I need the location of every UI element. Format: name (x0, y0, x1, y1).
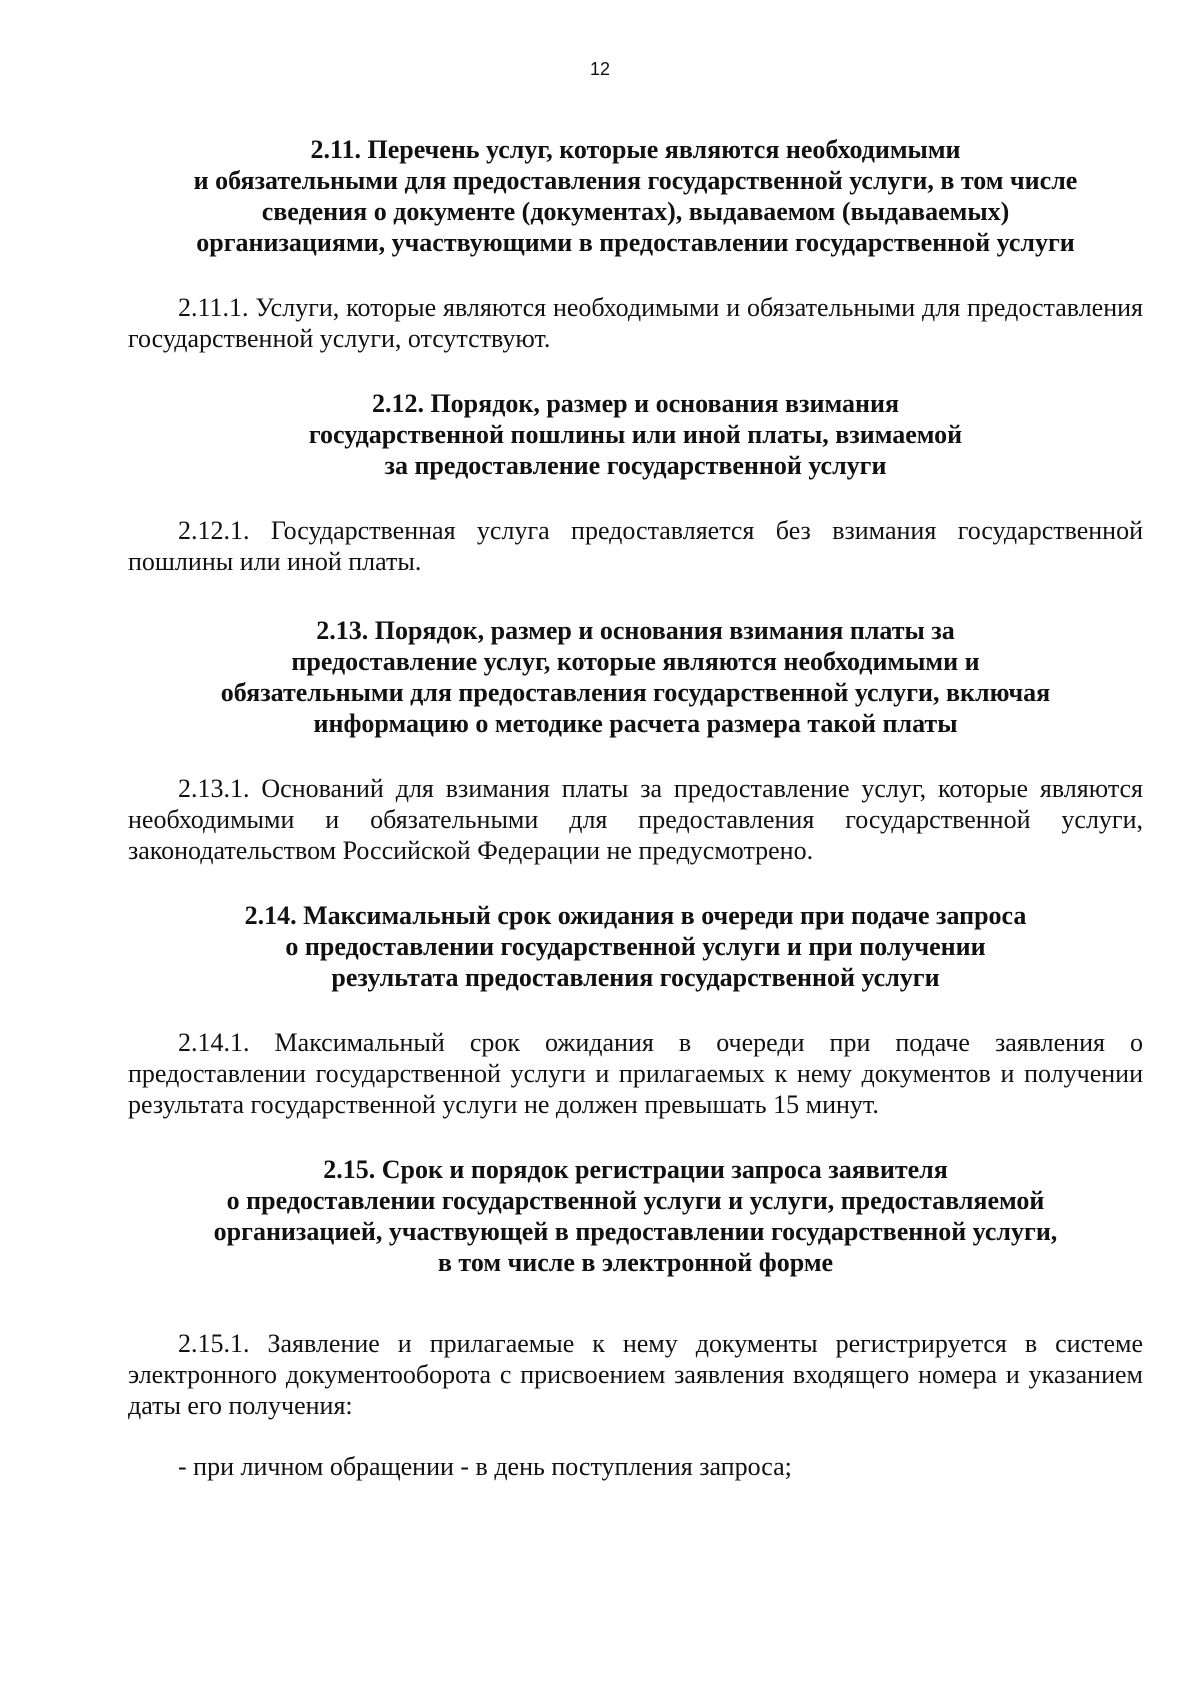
heading-line: за предоставление государственной услуги (384, 451, 887, 480)
list-item: - при личном обращении - в день поступления запроса; (178, 1452, 792, 1481)
heading-line: 2.11. Перечень услуг, которые являются необходимыми (310, 135, 961, 164)
paragraph-2-12-1: 2.12.1. Государственная услуга предоставляется без взимания государственной пошлины или иной платы. (128, 516, 1143, 576)
document-content (128, 130, 1143, 1482)
paragraph-2-11-1: 2.11.1. Услуги, которые являются необходимыми и обязательными для предоставления государственной услуги, отсутствуют. (128, 293, 1143, 353)
section-2-14-heading (128, 900, 1143, 993)
heading-line: и обязательными для предоставления государственной услуги, в том числе (193, 166, 1078, 195)
page-number: 12 (589, 59, 611, 79)
heading-line: сведения о документе (документах), выдаваемом (выдаваемых) (261, 197, 1010, 226)
heading-line: о предоставлении государственной услуги и услуги, предоставляемой (226, 1186, 1045, 1215)
heading-line: 2.15. Срок и порядок регистрации запроса заявителя (323, 1155, 948, 1184)
heading-line: организацией, участвующей в предоставлении государственной услуги, (213, 1217, 1058, 1246)
heading-line: результата предоставления государственной услуги (331, 963, 940, 992)
section-2-11-heading (128, 134, 1143, 258)
heading-line: государственной пошлины или иной платы, взимаемой (308, 420, 963, 449)
heading-line: 2.13. Порядок, размер и основания взимания платы за (316, 616, 955, 645)
heading-line: 2.14. Максимальный срок ожидания в очереди при подаче запроса (244, 901, 1027, 930)
heading-line: предоставление услуг, которые являются необходимыми и (291, 647, 980, 676)
paragraph-2-14-1: 2.14.1. Максимальный срок ожидания в очереди при подаче заявления о предоставлении государственной услуги и прилагаемых к нему документов и получении результата государственной услуги не должен превышать 15 минут. (128, 1028, 1143, 1119)
heading-line: организациями, участвующими в предоставлении государственной услуги (196, 228, 1075, 257)
heading-line: обязательными для предоставления государственной услуги, включая (220, 678, 1051, 707)
heading-line: в том числе в электронной форме (437, 1248, 834, 1277)
paragraph-2-15-1: 2.15.1. Заявление и прилагаемые к нему документы регистрируется в системе электронного документооборота с присвоением заявления входящего номера и указанием даты его получения: (128, 1329, 1143, 1420)
paragraph-2-13-1: 2.13.1. Оснований для взимания платы за предоставление услуг, которые являются необходимыми и обязательными для предоставления государственной услуги, законодательством Российской Федерации не предусмотрено. (128, 774, 1143, 865)
heading-line: 2.12. Порядок, размер и основания взимания (371, 389, 900, 418)
section-2-12-heading (128, 388, 1143, 481)
heading-line: о предоставлении государственной услуги и при получении (285, 932, 986, 961)
section-2-13-heading (128, 615, 1143, 739)
heading-line: информацию о методике расчета размера такой платы (313, 709, 958, 738)
section-2-15-heading (128, 1154, 1143, 1278)
